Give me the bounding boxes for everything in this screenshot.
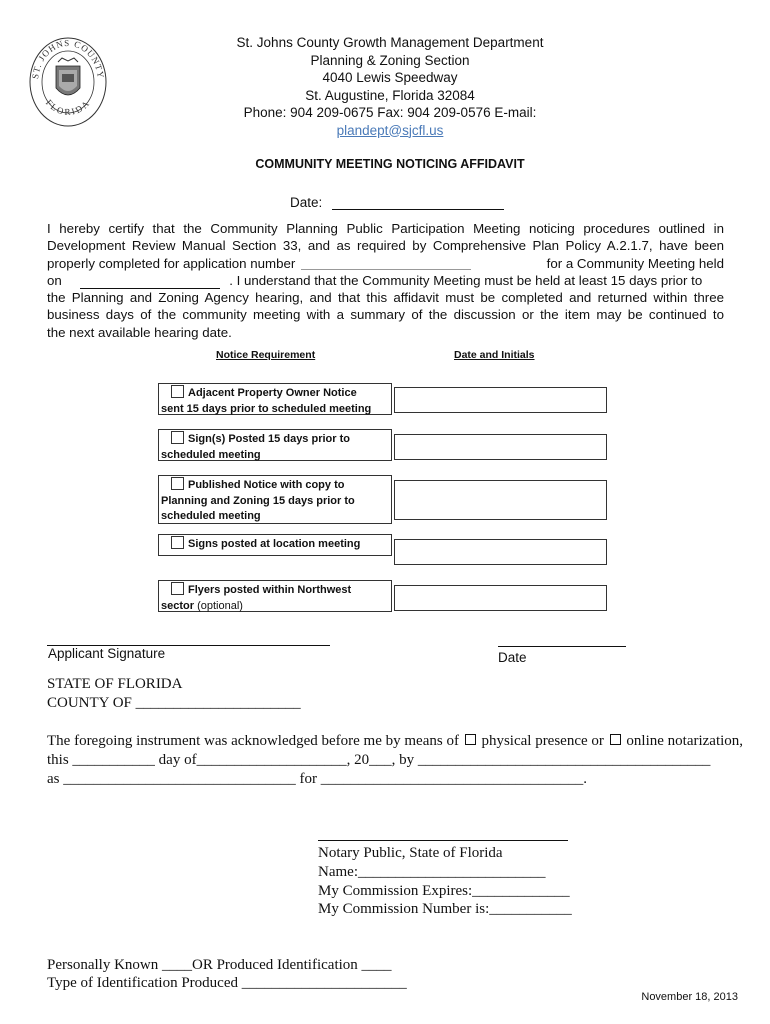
notice-text: scheduled meeting — [161, 448, 261, 461]
notice-text: sector — [161, 599, 195, 612]
date-initials-field[interactable] — [394, 585, 607, 611]
acknowledgment-line — [47, 732, 743, 751]
cert-line-on — [47, 272, 724, 289]
online-notarization-checkbox[interactable] — [610, 734, 621, 745]
email-link[interactable]: plandept@sjcfl.us — [336, 122, 444, 138]
notice-requirement-row — [158, 383, 392, 415]
cert-text: properly completed for application number — [47, 255, 296, 271]
column-header-notice: Notice Requirement — [216, 349, 316, 361]
notice-text: scheduled meeting — [161, 510, 261, 522]
notice-text: Adjacent Property Owner Notice — [188, 387, 357, 399]
checkbox[interactable] — [171, 582, 184, 595]
notice-requirement-row — [158, 580, 392, 612]
date-field[interactable] — [332, 195, 504, 210]
date-initials-field[interactable] — [394, 434, 607, 460]
notice-text: sent 15 days prior to scheduled meeting — [161, 402, 372, 415]
date-initials-field[interactable] — [394, 480, 607, 520]
personally-known-line: Personally Known ____OR Produced Identification ____ — [47, 957, 392, 973]
application-number-field[interactable] — [301, 255, 471, 270]
commission-number-line: My Commission Number is:___________ — [318, 901, 572, 917]
as-for-line: as _______________________________ for ___________________________________. — [47, 771, 587, 787]
certification-paragraph — [47, 220, 724, 341]
checkbox[interactable] — [171, 431, 184, 444]
department-name: St. Johns County Growth Management Department — [236, 35, 544, 50]
identification-type-line: Type of Identification Produced ______________________ — [47, 975, 407, 991]
county-line: COUNTY OF ______________________ — [47, 695, 301, 711]
state-line: STATE OF FLORIDA — [47, 676, 183, 692]
physical-presence-checkbox[interactable] — [465, 734, 476, 745]
notice-requirement-row — [158, 429, 392, 461]
city-address: St. Augustine, Florida 32084 — [305, 87, 475, 103]
svg-text:FLORIDA: FLORIDA — [43, 97, 93, 117]
column-header-date: Date and Initials — [454, 349, 535, 361]
county-seal-logo — [28, 36, 108, 128]
applicant-signature-label: Applicant Signature — [48, 646, 166, 661]
notary-name-line: Name:_________________________ — [318, 864, 546, 880]
section-name: Planning & Zoning Section — [310, 52, 470, 68]
notice-requirement-row — [158, 534, 392, 556]
cert-line: the next available hearing date. — [47, 324, 232, 340]
contact-line: Phone: 904 209-0675 Fax: 904 209-0576 E-mail: — [243, 105, 537, 120]
cert-line: Development Review Manual Section 33, and as required by Comprehensive Plan Policy A.2.1.7, have been — [47, 238, 724, 254]
checkbox[interactable] — [171, 536, 184, 549]
notice-text: Planning and Zoning 15 days prior to — [161, 494, 355, 507]
cert-line: the Planning and Zoning Agency hearing, and that this affidavit must be completed and returned within three — [47, 290, 724, 306]
date-row — [290, 195, 504, 210]
ack-text: physical presence or — [481, 733, 604, 749]
street-address: 4040 Lewis Speedway — [322, 70, 458, 85]
notary-public-label: Notary Public, State of Florida — [318, 845, 503, 861]
form-title: COMMUNITY MEETING NOTICING AFFIDAVIT — [255, 157, 525, 171]
this-day-line: this ___________ day of____________________, 20___, by _______________________________________ — [47, 752, 711, 768]
checkbox[interactable] — [171, 477, 184, 490]
notary-signature-line[interactable] — [318, 840, 568, 841]
date-initials-field[interactable] — [394, 539, 607, 565]
ack-text: online notarization, — [626, 733, 744, 749]
date-label: Date: — [290, 195, 323, 210]
cert-line-application — [47, 255, 724, 272]
notice-text: Flyers posted within Northwest — [188, 584, 352, 596]
letterhead — [180, 34, 600, 139]
notice-text: Signs posted at location meeting — [188, 538, 361, 550]
svg-text:ST. JOHNS COUNTY: ST. JOHNS COUNTY — [30, 37, 106, 80]
meeting-date-field[interactable] — [80, 274, 220, 289]
commission-expires-line: My Commission Expires:_____________ — [318, 883, 570, 899]
date-initials-field[interactable] — [394, 387, 607, 413]
cert-text: . I understand that the Community Meeting must be held at least 15 days prior to — [229, 272, 703, 288]
notice-text: Sign(s) Posted 15 days prior to — [188, 433, 350, 445]
notice-requirement-row — [158, 475, 392, 524]
checkbox[interactable] — [171, 385, 184, 398]
cert-text: on — [47, 272, 62, 288]
notice-text: Published Notice with copy to — [188, 479, 345, 491]
optional-text: (optional) — [194, 599, 243, 612]
date-signature-line[interactable] — [498, 646, 626, 647]
revision-date: November 18, 2013 — [641, 991, 738, 1003]
cert-line: business days of the community meeting with a summary of the discussion or the item may be continued to — [47, 307, 724, 323]
cert-line: I hereby certify that the Community Planning Public Participation Meeting noticing procedures outlined in — [47, 221, 724, 236]
ack-text: The foregoing instrument was acknowledged before me by means of — [47, 733, 459, 749]
signature-date-label: Date — [498, 650, 527, 665]
cert-text: for a Community Meeting held — [546, 255, 724, 271]
